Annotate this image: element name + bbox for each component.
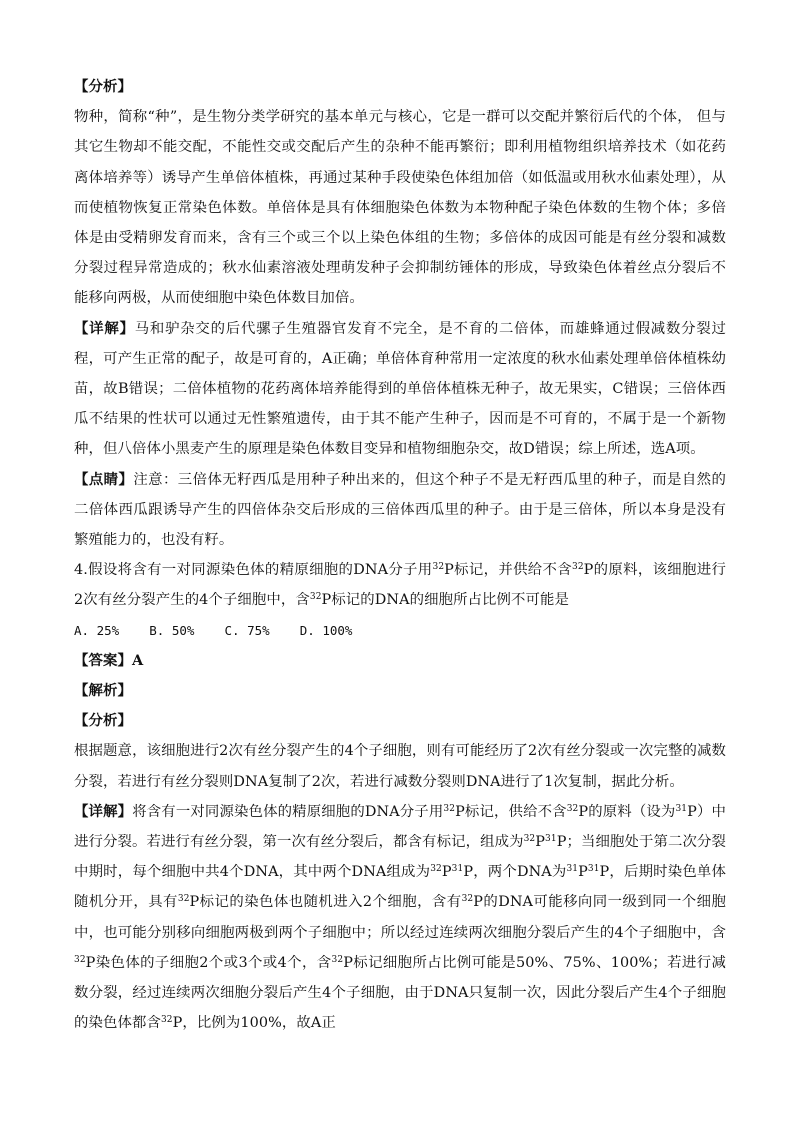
analysis-paragraph-1: 物种，简称“种”，是生物分类学研究的基本单元与核心，它是一群可以交配并繁衍后代的个体， 但与其它生物却不能交配，不能性交或交配后产生的杂种不能再繁衍；即利用植物组织培养技术（如花药离体培养等）诱导产生单倍体植株，再通过某种手段使染色体组加倍（如低温或用秋水仙素处理），从而使植物恢复正常染色体数。单倍体是具有体细胞染色体数为本物种配子染色体数的生物个体；多倍体是由受精卵发育而来，含有三个或三个以上染色体组的生物；多倍体的成因可能是有丝分裂和减数分裂过程异常造成的；秋水仙素溶液处理萌发种子会抑制纺锤体的形成，导致染色体着丝点分裂后不能移向两极，从而使细胞中染色体数目加倍。	[74, 109, 726, 307]
explain-heading	[74, 676, 726, 706]
analysis-heading-2	[74, 706, 726, 736]
section-tag: 【详解】	[74, 319, 135, 337]
tip-text: 注意：三倍体无籽西瓜是用种子种出来的，但这个种子不是无籽西瓜里的种子，而是自然的二倍体西瓜跟诱导产生的四倍体杂交后形成的三倍体西瓜里的种子。由于是三倍体，所以本身是没有繁殖能力的，也没有籽。	[74, 471, 726, 549]
section-tag: 【分析】	[74, 78, 132, 95]
detail-paragraph-1	[74, 314, 726, 465]
answer-line	[74, 646, 726, 676]
section-tag: 【详解】	[74, 802, 133, 820]
section-tag: 【分析】	[74, 712, 132, 730]
detail-text: 马和驴杂交的后代骡子生殖器官发育不完全，是不育的二倍体，而雄蜂通过假减数分裂过程，可产生正常的配子，故是可育的，A正确；单倍体育种常用一定浓度的秋水仙素处理单倍体植株幼苗，故B错误；二倍体植物的花药离体培养能得到的单倍体植株无种子，故无果实，C错误；三倍体西瓜不结果的性状可以通过无性繁殖遗传，由于其不能产生种子，因而是不可育的，不属于是一个新物种，但八倍体小黑麦产生的原理是染色体数目变异和植物细胞杂交，故D错误；综上所述，选A项。	[74, 320, 726, 458]
document-page	[74, 72, 726, 1039]
section-tag: 【解析】	[74, 682, 132, 700]
tip-paragraph-1	[74, 465, 726, 556]
question-4-options: A. 25% B. 50% C. 75% D. 100%	[74, 622, 353, 638]
question-4: 4.假设将含有一对同源染色体的精原细胞的DNA分子用$^{32}$P标记，并供给不含$^{32}$P的原料，该细胞进行 2次有丝分裂产生的4个子细胞中，含$^{32}$P标记的DNA的细胞所占比例不可能是	[74, 562, 726, 609]
analysis-heading-1	[74, 72, 726, 102]
detail-paragraph-2: 【详解】将含有一对同源染色体的精原细胞的DNA分子用$^{32}$P标记，供给不含$^{32}$P的原料（设为$^{31}$P）中进行分裂。若进行有丝分裂，第一次有丝分裂后，都含有标记，组成为$^{32}P^{31}P$；当细胞处于第二次分裂中期时，每个细胞中共4个DNA，其中两个DNA组成为$^{32}P^{31}P$，两个DNA为$^{31}P^{31}P$，后期时染色单体随机分开，具有$^{32}$P标记的染色体也随机进入2个细胞，含有$^{32}$P的DNA可能移向同一级到同一个细胞中，也可能分别移向细胞两极到两个子细胞中；所以经过连续两次细胞分裂后产生的4个子细胞中，含$^{32}$P染色体的子细胞2个或3个或4个，含$^{32}$P标记细胞所占比例可能是50%、75%、100%；若进行减数分裂，经过连续两次细胞分裂后产生4个子细胞，由于DNA只复制一次，因此分裂后产生4个子细胞的染色体都含$^{32}$P，比例为100%，故A正	[74, 802, 727, 1032]
analysis-paragraph-2: 根据题意，该细胞进行2次有丝分裂产生的4个子细胞，则有可能经历了2次有丝分裂或一次完整的减数分裂，若进行有丝分裂则DNA复制了2次，若进行减数分裂则DNA进行了1次复制，据此分析。	[74, 743, 726, 790]
answer-value: A	[131, 651, 144, 669]
section-tag: 【点睛】	[74, 470, 134, 488]
section-tag: 【答案】	[74, 651, 132, 669]
